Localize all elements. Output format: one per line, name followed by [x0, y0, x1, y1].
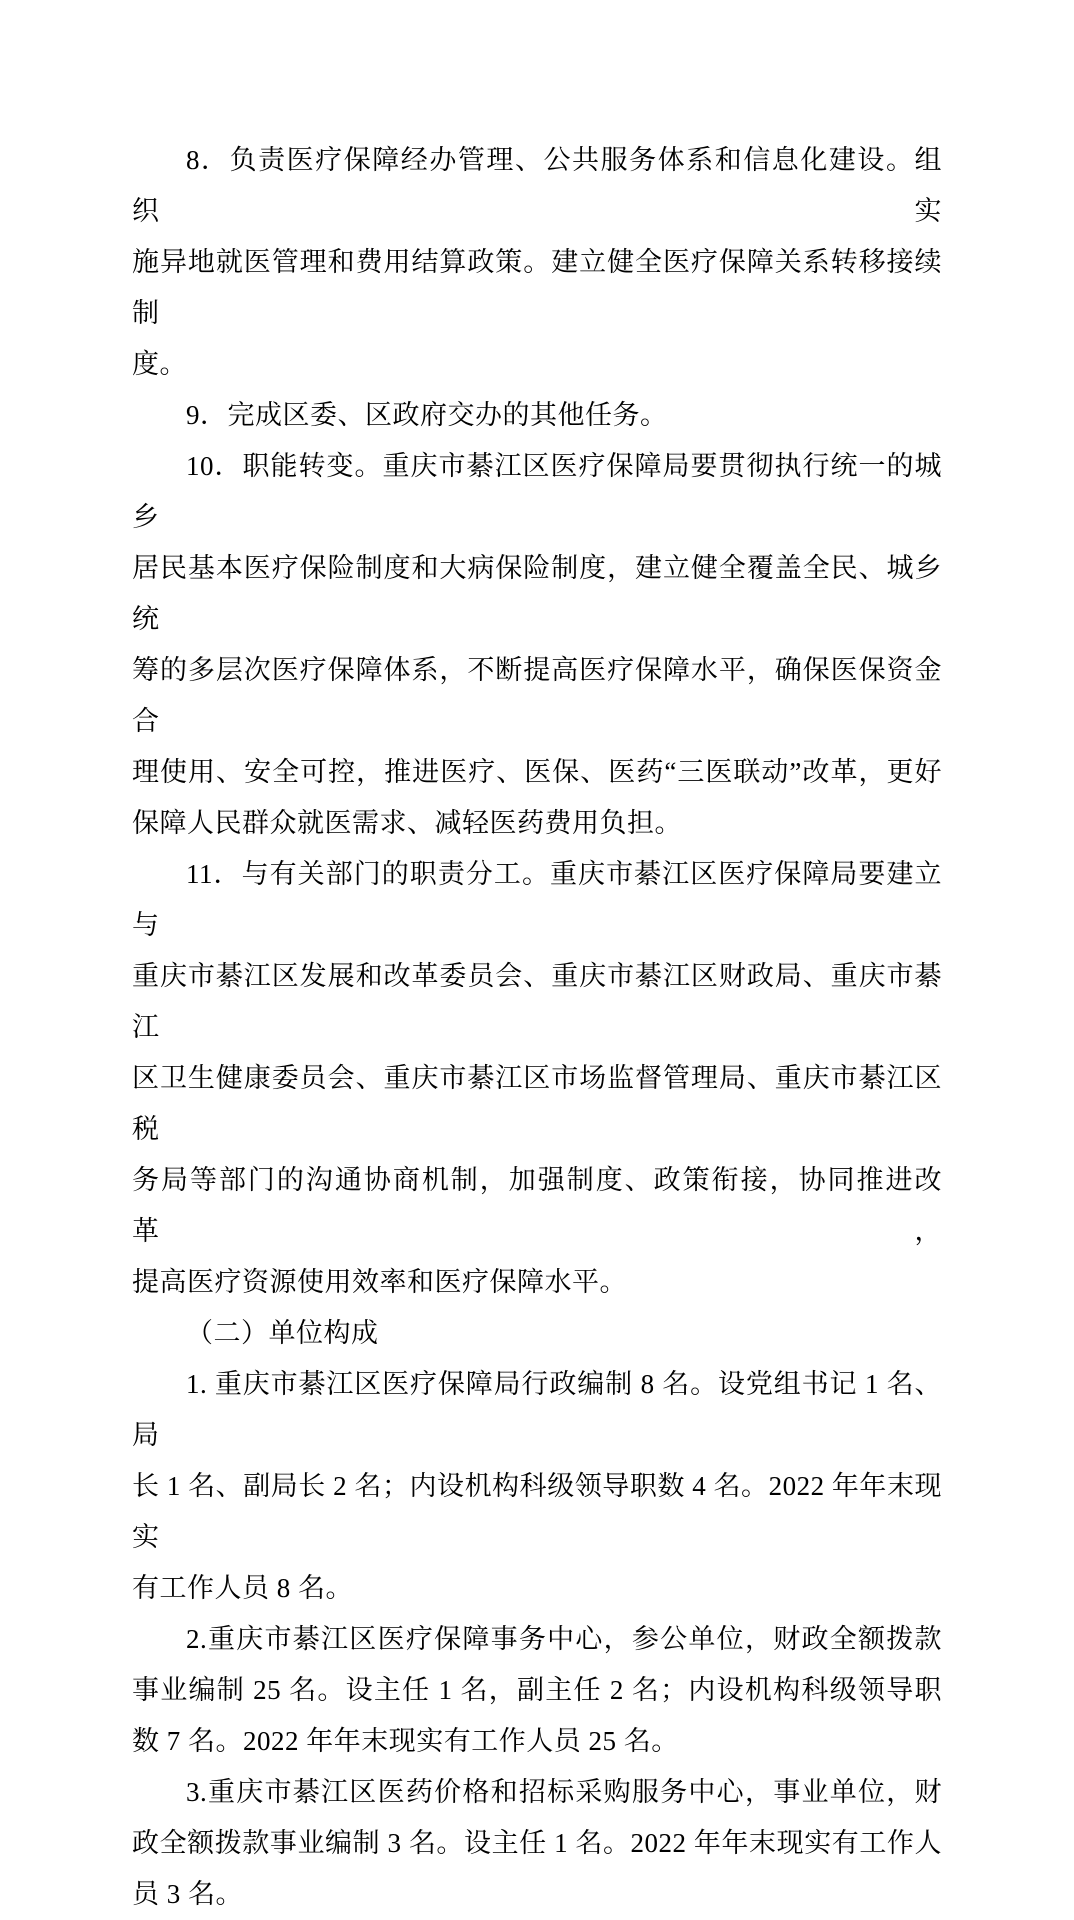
text-line: 提高医疗资源使用效率和医疗保障水平。: [132, 1267, 627, 1297]
text-line: 10．职能转变。重庆市綦江区医疗保障局要贯彻执行统一的城乡: [132, 451, 942, 532]
text-line: （二）单位构成: [186, 1318, 379, 1348]
text-line: 事业编制 25 名。设主任 1 名，副主任 2 名；内设机构科级领导职: [132, 1675, 942, 1705]
paragraph-unit-item-1: [132, 1359, 942, 1614]
text-line: 长 1 名、副局长 2 名；内设机构科级领导职数 4 名。2022 年年末现实: [132, 1471, 942, 1552]
paragraph-unit-item-3: [132, 1767, 942, 1920]
text-line: 居民基本医疗保险制度和大病保险制度，建立健全覆盖全民、城乡统: [132, 553, 942, 634]
text-line: 保障人民群众就医需求、减轻医药费用负担。: [132, 808, 682, 838]
text-line: 1. 重庆市綦江区医疗保障局行政编制 8 名。设党组书记 1 名、局: [132, 1369, 942, 1450]
text-line: 9．完成区委、区政府交办的其他任务。: [186, 400, 668, 430]
text-line: 员 3 名。: [132, 1879, 243, 1909]
paragraph-duty-item-8: [132, 135, 942, 390]
text-line: 施异地就医管理和费用结算政策。建立健全医疗保障关系转移接续制: [132, 247, 942, 328]
text-line: 重庆市綦江区发展和改革委员会、重庆市綦江区财政局、重庆市綦江: [132, 961, 942, 1042]
text-line: 8．负责医疗保障经办管理、公共服务体系和信息化建设。组织实: [132, 145, 942, 226]
text-line: 区卫生健康委员会、重庆市綦江区市场监督管理局、重庆市綦江区税: [132, 1063, 942, 1144]
text-line: 务局等部门的沟通协商机制，加强制度、政策衔接，协同推进改革，: [132, 1165, 942, 1246]
section-heading-unit-composition: [132, 1308, 942, 1359]
text-line: 2.重庆市綦江区医疗保障事务中心，参公单位，财政全额拨款: [186, 1624, 942, 1654]
text-line: 筹的多层次医疗保障体系，不断提高医疗保障水平，确保医保资金合: [132, 655, 942, 736]
text-line: 3.重庆市綦江区医药价格和招标采购服务中心，事业单位，财: [186, 1777, 942, 1807]
paragraph-duty-item-9: [132, 390, 942, 441]
text-line: 11．与有关部门的职责分工。重庆市綦江区医疗保障局要建立与: [132, 859, 942, 940]
paragraph-unit-item-2: [132, 1614, 942, 1767]
paragraph-duty-item-10: [132, 441, 942, 849]
text-line: 度。: [132, 349, 187, 379]
text-line: 数 7 名。2022 年年末现实有工作人员 25 名。: [132, 1726, 679, 1756]
paragraph-duty-item-11: [132, 849, 942, 1308]
text-line: 理使用、安全可控，推进医疗、医保、医药“三医联动”改革，更好: [132, 757, 942, 787]
text-line: 政全额拨款事业编制 3 名。设主任 1 名。2022 年年末现实有工作人: [132, 1828, 942, 1858]
text-line: 有工作人员 8 名。: [132, 1573, 353, 1603]
